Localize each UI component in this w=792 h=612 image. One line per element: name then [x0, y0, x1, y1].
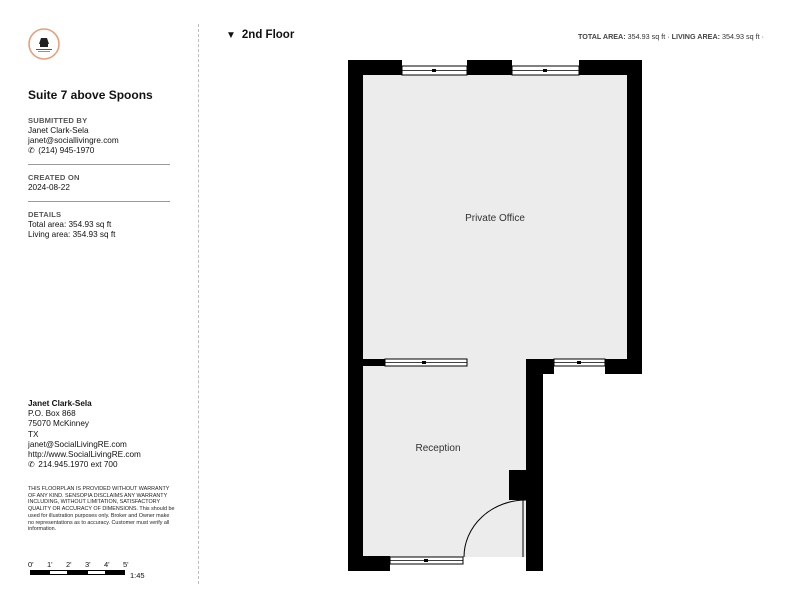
- scale-tick: 3': [85, 560, 91, 569]
- total-area-label: TOTAL AREA:: [577, 32, 626, 41]
- window-top-left: [402, 66, 467, 75]
- listing-title: Suite 7 above Spoons: [28, 88, 153, 102]
- submitter-name: Janet Clark-Sela: [28, 126, 89, 135]
- created-on-label: CREATED ON: [28, 173, 80, 182]
- scale-tick: 0': [28, 560, 34, 569]
- wall: [467, 60, 512, 75]
- submitted-by-label: SUBMITTED BY: [28, 116, 88, 125]
- wall: [526, 359, 543, 571]
- agent-city: 75070 McKinney: [28, 419, 89, 429]
- agent-phone: 214.945.1970 ext 700: [38, 460, 118, 470]
- wall: [363, 359, 385, 366]
- phone-icon: ✆: [28, 460, 35, 470]
- floor-surfaces: [362, 74, 628, 557]
- living-area-detail: Living area: 354.93 sq ft: [28, 230, 116, 239]
- area-summary: TOTAL AREA: 354.93 sq ft · LIVING AREA: 354.93 sq ft ·: [577, 32, 764, 41]
- floor-name: 2nd Floor: [241, 29, 295, 41]
- submitter-phone: (214) 945-1970: [38, 146, 95, 155]
- wall: [509, 470, 527, 500]
- agent-po-box: P.O. Box 868: [28, 409, 76, 419]
- window-top-right: [512, 66, 579, 75]
- living-area-value: 354.93 sq ft: [722, 32, 760, 41]
- agent-email: janet@SocialLivingRE.com: [28, 439, 127, 449]
- phone-icon: ✆: [28, 146, 35, 155]
- window-bottom: [390, 557, 463, 564]
- room-label-reception: Reception: [415, 443, 461, 454]
- agent-state: TX: [28, 429, 39, 439]
- reception-floor: [362, 360, 526, 557]
- collapse-triangle-icon[interactable]: ▼: [226, 30, 236, 41]
- agent-website: http://www.SocialLivingRE.com: [28, 450, 141, 460]
- submitter-email: janet@sociallivingre.com: [28, 136, 119, 145]
- total-area-value: 354.93 sq ft: [627, 32, 666, 41]
- total-area-detail: Total area: 354.93 sq ft: [28, 220, 112, 229]
- scale-tick: 5': [123, 560, 129, 569]
- scale-tick: 2': [66, 560, 72, 569]
- created-date: 2024-08-22: [28, 183, 70, 192]
- disclaimer-text: THIS FLOORPLAN IS PROVIDED WITHOUT WARRANTY OF ANY KIND. SENSOPIA DISCLAIMS ANY WARRANTY INCLUDING, WITHOUT LIMITATION, SATISFACTORY QUALITY OR ACCURACY OF DIMENSIONS. This should be used for illustration purposes only. Broker and Owner make no representations as to accuracy. Customer must verify all information.: [28, 486, 175, 533]
- agent-name: Janet Clark-Sela: [28, 399, 92, 408]
- details-label: DETAILS: [28, 210, 62, 219]
- wall: [605, 359, 642, 374]
- scale-tick: 1': [47, 560, 53, 569]
- wall: [348, 556, 390, 571]
- window-interior: [385, 359, 467, 366]
- window-right: [554, 359, 605, 366]
- living-area-label: LIVING AREA:: [671, 32, 721, 41]
- scale-ratio: 1:45: [130, 571, 145, 580]
- wall: [627, 60, 642, 374]
- room-label-private-office: Private Office: [465, 213, 525, 224]
- scale-tick: 4': [104, 560, 110, 569]
- wall: [348, 60, 363, 571]
